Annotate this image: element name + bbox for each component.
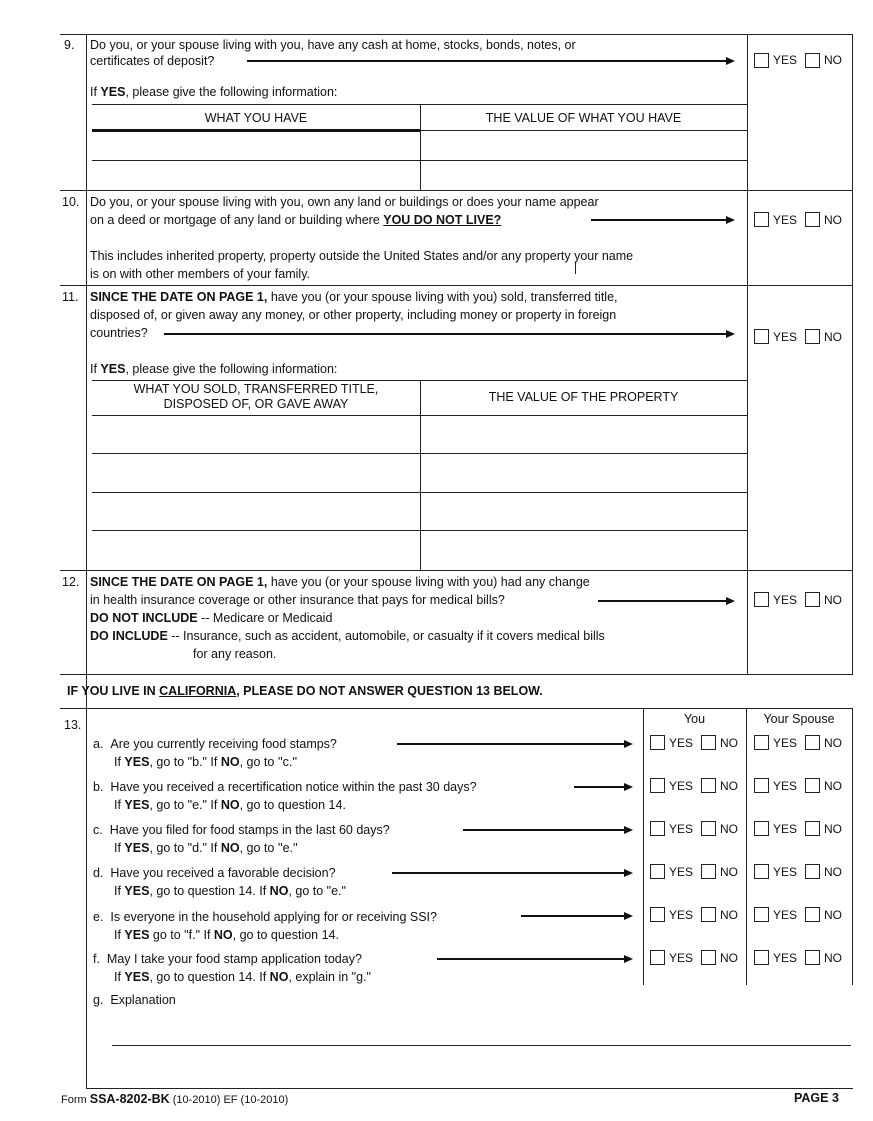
q9-bottom-rule xyxy=(60,190,853,191)
q11-arrow xyxy=(164,333,733,335)
q13f-you-no-label: NO xyxy=(720,951,738,965)
q13f-instruction: If YES, go to question 14. If NO, explain in "g." xyxy=(114,970,371,984)
q13f-you-yes-label: YES xyxy=(669,951,694,965)
q13b-instruction: If YES, go to "e." If NO, go to question 14. xyxy=(114,798,346,812)
q13a-you-yes-label: YES xyxy=(669,736,694,750)
q12-text-line4: DO INCLUDE -- Insurance, such as accident, automobile, or casualty if it covers medical bills xyxy=(90,629,605,643)
q10-arrow xyxy=(591,219,733,221)
q10-no-checkbox[interactable] xyxy=(805,212,820,227)
q12-no-checkbox[interactable] xyxy=(805,592,820,607)
q13g-explanation-line xyxy=(112,1045,851,1046)
q11-if-yes-instruction: If YES, please give the following information: xyxy=(90,362,338,376)
q9-no-checkbox[interactable] xyxy=(805,53,820,68)
q12-text-line1: SINCE THE DATE ON PAGE 1, have you (or your spouse living with you) had any change xyxy=(90,575,590,589)
q13-col-your-spouse: Your Spouse xyxy=(763,712,835,726)
q9-no-label: NO xyxy=(824,53,842,67)
q13b-spouse-no-label: NO xyxy=(824,779,842,793)
q13e-you-yes-label: YES xyxy=(669,908,694,922)
q13f-spouse-no-label: NO xyxy=(824,951,842,965)
q13f-spouse-yes-checkbox[interactable] xyxy=(754,950,769,965)
q13a-spouse-no-label: NO xyxy=(824,736,842,750)
q11-text-line3: countries? xyxy=(90,326,148,340)
q11-row2-value-cell[interactable] xyxy=(421,454,746,491)
q13b-you-no-label: NO xyxy=(720,779,738,793)
q13e-spouse-no-checkbox[interactable] xyxy=(805,907,820,922)
q13c-question: c. Have you filed for food stamps in the last 60 days? xyxy=(93,823,390,837)
top-rule xyxy=(60,34,853,35)
q12-number: 12. xyxy=(62,575,80,589)
q11-row2-item-cell[interactable] xyxy=(93,454,419,491)
q12-text-line5: for any reason. xyxy=(193,647,277,661)
q13a-question: a. Are you currently receiving food stamps? xyxy=(93,737,337,751)
q11-no-label: NO xyxy=(824,330,842,344)
q11-text-line2: disposed of, or given away any money, or other property, including money or property in foreign xyxy=(90,308,617,322)
q13f-question: f. May I take your food stamp application today? xyxy=(93,952,362,966)
right-border xyxy=(852,34,853,674)
q9-text-line1: Do you, or your spouse living with you, have any cash at home, stocks, bonds, notes, or xyxy=(90,38,576,52)
q9-text-line2: certificates of deposit? xyxy=(90,54,215,68)
q10-bottom-rule xyxy=(60,285,853,286)
q9-if-yes-instruction: If YES, please give the following information: xyxy=(90,85,338,99)
q13a-instruction: If YES, go to "b." If NO, go to ''c.'' xyxy=(114,755,298,769)
q13b-you-yes-checkbox[interactable] xyxy=(650,778,665,793)
q12-yes-label: YES xyxy=(773,593,798,607)
q13b-you-no-checkbox[interactable] xyxy=(701,778,716,793)
q9-arrow xyxy=(247,60,733,62)
q12-bottom-rule xyxy=(60,674,853,675)
q13a-you-yes-checkbox[interactable] xyxy=(650,735,665,750)
q10-number: 10. xyxy=(62,195,80,209)
q13d-you-no-checkbox[interactable] xyxy=(701,864,716,879)
q13c-you-yes-checkbox[interactable] xyxy=(650,821,665,836)
q13-number: 13. xyxy=(64,718,82,732)
q13-col-you: You xyxy=(683,712,706,726)
form-number: Form SSA-8202-BK (10-2010) EF (10-2010) xyxy=(61,1092,289,1106)
california-notice: IF YOU LIVE IN CALIFORNIA, PLEASE DO NOT ANSWER QUESTION 13 BELOW. xyxy=(67,684,543,698)
q13f-you-yes-checkbox[interactable] xyxy=(650,950,665,965)
q13d-instruction: If YES, go to question 14. If NO, go to "e." xyxy=(114,884,346,898)
q13-spouse-column-border xyxy=(746,708,747,985)
q9-number: 9. xyxy=(64,38,75,52)
q13b-spouse-yes-checkbox[interactable] xyxy=(754,778,769,793)
q12-text-line2: in health insurance coverage or other insurance that pays for medical bills? xyxy=(90,593,505,607)
q13a-spouse-no-checkbox[interactable] xyxy=(805,735,820,750)
answer-column-border xyxy=(747,34,748,674)
q13d-question: d. Have you received a favorable decision? xyxy=(93,866,336,880)
q13d-you-yes-label: YES xyxy=(669,865,694,879)
q9-row2-item-cell[interactable] xyxy=(93,161,419,189)
notice-bottom-rule xyxy=(60,708,853,709)
q11-yes-label: YES xyxy=(773,330,798,344)
q13a-you-no-checkbox[interactable] xyxy=(701,735,716,750)
q13-you-column-border xyxy=(643,708,644,985)
q13c-instruction: If YES, go to "d." If NO, go to ''e.'' xyxy=(114,841,298,855)
q10-text-line1: Do you, or your spouse living with you, own any land or buildings or does your name appear xyxy=(90,195,599,209)
q9-col-value: THE VALUE OF WHAT YOU HAVE xyxy=(485,111,682,125)
q12-text-line3: DO NOT INCLUDE -- Medicare or Medicaid xyxy=(90,611,333,625)
q13e-question: e. Is everyone in the household applying for or receiving SSI? xyxy=(93,910,437,924)
q13b-you-yes-label: YES xyxy=(669,779,694,793)
q13c-you-yes-label: YES xyxy=(669,822,694,836)
q10-text-cursor xyxy=(575,262,576,274)
q13f-you-no-checkbox[interactable] xyxy=(701,950,716,965)
q11-row4-item-cell[interactable] xyxy=(93,531,419,569)
q13d-arrow xyxy=(392,872,631,874)
q13g-explanation-field[interactable] xyxy=(112,1012,851,1045)
q13b-arrow xyxy=(574,786,631,788)
q11-col1-line2: DISPOSED OF, OR GAVE AWAY xyxy=(163,397,349,411)
q9-row1-item-cell[interactable] xyxy=(93,132,419,159)
q11-row3-value-cell[interactable] xyxy=(421,493,746,529)
q11-col-value: THE VALUE OF THE PROPERTY xyxy=(488,390,679,404)
q11-yes-checkbox[interactable] xyxy=(754,329,769,344)
q13d-you-yes-checkbox[interactable] xyxy=(650,864,665,879)
q13b-spouse-no-checkbox[interactable] xyxy=(805,778,820,793)
q10-text-line2: on a deed or mortgage of any land or building where YOU DO NOT LIVE? xyxy=(90,213,502,227)
q13d-spouse-yes-checkbox[interactable] xyxy=(754,864,769,879)
q13b-spouse-yes-label: YES xyxy=(773,779,798,793)
q10-text-line3: This includes inherited property, property outside the United States and/or any property your name xyxy=(90,249,634,263)
q13c-spouse-no-checkbox[interactable] xyxy=(805,821,820,836)
q13-right-border xyxy=(852,708,853,985)
q13c-spouse-yes-label: YES xyxy=(773,822,798,836)
q13e-spouse-yes-checkbox[interactable] xyxy=(754,907,769,922)
q9-yes-label: YES xyxy=(773,53,798,67)
q13d-spouse-no-checkbox[interactable] xyxy=(805,864,820,879)
q11-number: 11. xyxy=(62,290,79,304)
q13g-label: g. Explanation xyxy=(93,993,176,1007)
q9-yes-checkbox[interactable] xyxy=(754,53,769,68)
q10-text-line4: is on with other members of your family. xyxy=(90,267,310,281)
q12-yes-checkbox[interactable] xyxy=(754,592,769,607)
q13a-spouse-yes-label: YES xyxy=(773,736,798,750)
q13a-you-no-label: NO xyxy=(720,736,738,750)
q12-no-label: NO xyxy=(824,593,842,607)
q13c-you-no-label: NO xyxy=(720,822,738,836)
q13d-spouse-no-label: NO xyxy=(824,865,842,879)
q13c-you-no-checkbox[interactable] xyxy=(701,821,716,836)
q13d-spouse-yes-label: YES xyxy=(773,865,798,879)
q11-row4-value-cell[interactable] xyxy=(421,531,746,569)
left-border xyxy=(86,34,87,1089)
q9-row2-value-cell[interactable] xyxy=(421,161,746,189)
q10-yes-label: YES xyxy=(773,213,798,227)
q13b-question: b. Have you received a recertification notice within the past 30 days? xyxy=(93,780,477,794)
q13c-arrow xyxy=(463,829,631,831)
page-number: PAGE 3 xyxy=(794,1091,839,1105)
q13e-you-no-checkbox[interactable] xyxy=(701,907,716,922)
q11-row1-value-cell[interactable] xyxy=(421,416,746,452)
q11-bottom-rule xyxy=(60,570,853,571)
footer-rule xyxy=(86,1088,853,1089)
q13a-spouse-yes-checkbox[interactable] xyxy=(754,735,769,750)
q13e-spouse-no-label: NO xyxy=(824,908,842,922)
q9-row1-value-cell[interactable] xyxy=(421,132,746,159)
q13e-you-yes-checkbox[interactable] xyxy=(650,907,665,922)
q13e-instruction: If YES go to "f." If NO, go to question 14. xyxy=(114,928,339,942)
q13e-you-no-label: NO xyxy=(720,908,738,922)
q11-text-line1: SINCE THE DATE ON PAGE 1, have you (or your spouse living with you) sold, transferred title, xyxy=(90,290,618,304)
q9-col-what-you-have: WHAT YOU HAVE xyxy=(204,111,308,125)
q13c-spouse-yes-checkbox[interactable] xyxy=(754,821,769,836)
q10-no-label: NO xyxy=(824,213,842,227)
q10-yes-checkbox[interactable] xyxy=(754,212,769,227)
q11-row3-item-cell[interactable] xyxy=(93,493,419,529)
q13d-you-no-label: NO xyxy=(720,865,738,879)
q11-col-what-you-sold xyxy=(92,382,420,412)
q11-no-checkbox[interactable] xyxy=(805,329,820,344)
q13f-spouse-yes-label: YES xyxy=(773,951,798,965)
q13e-spouse-yes-label: YES xyxy=(773,908,798,922)
q13f-arrow xyxy=(437,958,631,960)
q13c-spouse-no-label: NO xyxy=(824,822,842,836)
q13f-spouse-no-checkbox[interactable] xyxy=(805,950,820,965)
q12-arrow xyxy=(598,600,733,602)
q13a-arrow xyxy=(397,743,631,745)
q13e-arrow xyxy=(521,915,631,917)
q11-row1-item-cell[interactable] xyxy=(93,416,419,452)
q11-col1-line1: WHAT YOU SOLD, TRANSFERRED TITLE, xyxy=(133,382,379,396)
